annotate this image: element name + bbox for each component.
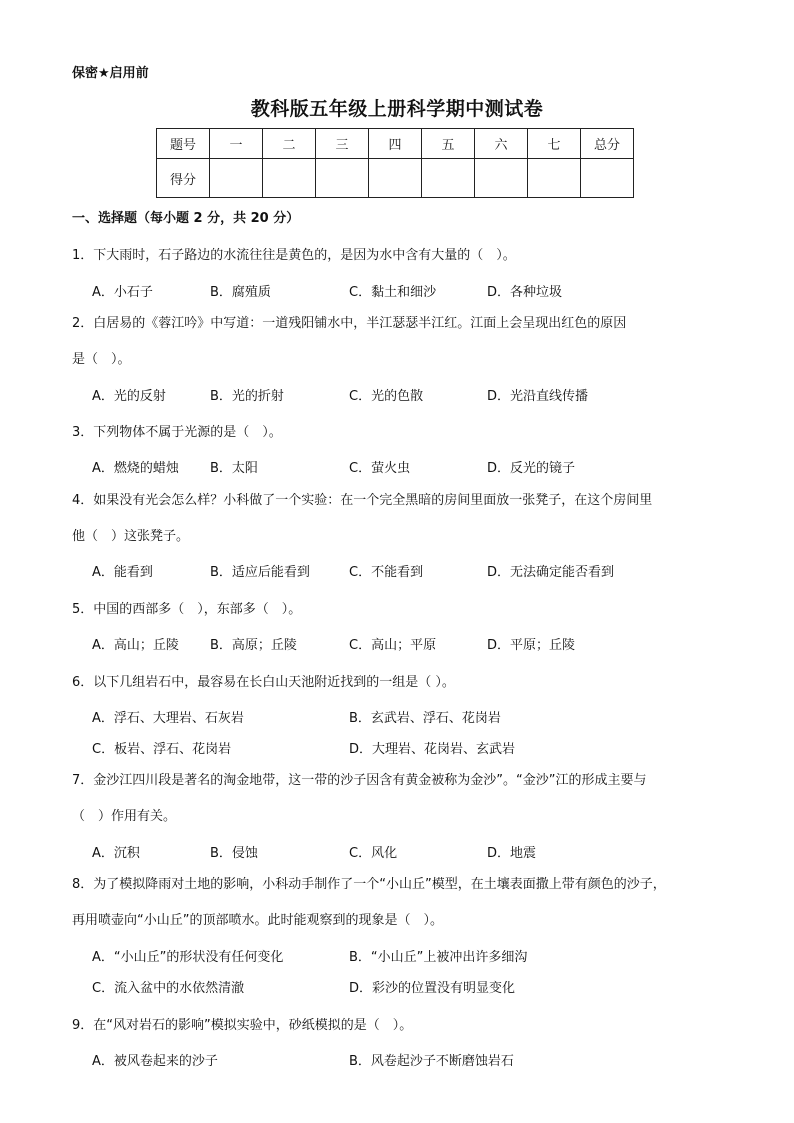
score-entry-total (581, 159, 634, 198)
score-entry-6 (475, 159, 528, 198)
question-7-option-b: B．侵蚀 (210, 846, 258, 861)
question-6: 6．以下几组岩石中，最容易在长白山天池附近找到的一组是（ ）。 (72, 675, 455, 690)
question-4: 4．如果没有光会怎么样？小科做了一个实验：在一个完全黑暗的房间里面放一张凳子，在这个房间里 (72, 493, 653, 508)
question-1-option-c: C．黏土和细沙 (349, 285, 437, 300)
score-entry-5 (422, 159, 475, 198)
question-2-option-d: D．光沿直线传播 (487, 389, 589, 404)
question-8-line-2: 再用喷壶向“小山丘”的顶部喷水。此时能观察到的现象是（ ）。 (72, 913, 443, 928)
score-cell-7: 七 (528, 129, 581, 159)
question-5-option-b: B．高原；丘陵 (210, 638, 297, 653)
question-2-line-2: 是（ ）。 (72, 352, 131, 367)
question-3-option-a: A．燃烧的蜡烛 (92, 461, 179, 476)
question-8-option-b: B．“小山丘”上被冲出许多细沟 (349, 950, 528, 965)
question-7-line-2: （ ）作用有关。 (72, 809, 177, 824)
question-9-option-a: A．被风卷起来的沙子 (92, 1054, 218, 1069)
section-heading: 一、选择题（每小题 2 分，共 20 分） (72, 211, 300, 226)
question-8-option-d: D．彩沙的位置没有明显变化 (349, 981, 516, 996)
score-table-header-row (157, 129, 634, 159)
confidential-label: 保密★启用前 (72, 66, 149, 81)
score-cell-2: 二 (263, 129, 316, 159)
question-2-option-a: A．光的反射 (92, 389, 166, 404)
question-6-option-d: D．大理岩、花岗岩、玄武岩 (349, 742, 516, 757)
score-entry-3 (316, 159, 369, 198)
question-8-option-a: A．“小山丘”的形状没有任何变化 (92, 950, 284, 965)
question-1-option-d: D．各种垃圾 (487, 285, 563, 300)
score-entry-1 (210, 159, 263, 198)
question-9-option-b: B．风卷起沙子不断磨蚀岩石 (349, 1054, 514, 1069)
score-cell-1: 一 (210, 129, 263, 159)
score-entry-4 (369, 159, 422, 198)
question-5: 5．中国的西部多（ ），东部多（ ）。 (72, 602, 302, 617)
question-4-option-c: C．不能看到 (349, 565, 424, 580)
question-9: 9．在“风对岩石的影响”模拟实验中，砂纸模拟的是（ ）。 (72, 1018, 413, 1033)
question-2-option-c: C．光的色散 (349, 389, 424, 404)
question-3: 3．下列物体不属于光源的是（ ）。 (72, 425, 282, 440)
question-6-option-b: B．玄武岩、浮石、花岗岩 (349, 711, 501, 726)
score-cell-3: 三 (316, 129, 369, 159)
score-table (156, 128, 634, 198)
question-1-option-a: A．小石子 (92, 285, 153, 300)
question-7-option-a: A．沉积 (92, 846, 140, 861)
question-2: 2．白居易的《蓉江吟》中写道：一道残阳铺水中，半江瑟瑟半江红。江面上会呈现出红色的原因 (72, 316, 627, 331)
question-3-option-d: D．反光的镜子 (487, 461, 576, 476)
question-4-line-2: 他（ ）这张凳子。 (72, 529, 190, 544)
question-3-option-c: C．萤火虫 (349, 461, 411, 476)
score-entry-7 (528, 159, 581, 198)
page-title: 教科版五年级上册科学期中测试卷 (250, 98, 544, 120)
score-cell-4: 四 (369, 129, 422, 159)
question-1: 1．下大雨时，石子路边的水流往往是黄色的，是因为水中含有大量的（ ）。 (72, 248, 516, 263)
score-cell-label: 题号 (157, 129, 210, 159)
score-entry-2 (263, 159, 316, 198)
question-4-option-a: A．能看到 (92, 565, 153, 580)
question-7-option-c: C．风化 (349, 846, 398, 861)
question-5-option-d: D．平原；丘陵 (487, 638, 576, 653)
score-cell-6: 六 (475, 129, 528, 159)
question-3-option-b: B．太阳 (210, 461, 258, 476)
question-5-option-a: A．高山；丘陵 (92, 638, 179, 653)
score-cell-5: 五 (422, 129, 475, 159)
question-5-option-c: C．高山；平原 (349, 638, 437, 653)
question-7-option-d: D．地震 (487, 846, 537, 861)
question-7: 7．金沙江四川段是著名的淘金地带，这一带的沙子因含有黄金被称为金沙”。“金沙”江的形成主要与 (72, 773, 647, 788)
question-1-option-b: B．腐殖质 (210, 285, 271, 300)
score-row-label: 得分 (157, 159, 210, 198)
question-4-option-b: B．适应后能看到 (210, 565, 310, 580)
question-8: 8．为了模拟降雨对土地的影响，小科动手制作了一个“小山丘”模型，在土壤表面撒上带有颜色的沙子， (72, 877, 666, 892)
score-table-score-row (157, 159, 634, 198)
question-2-option-b: B．光的折射 (210, 389, 284, 404)
score-cell-total: 总分 (581, 129, 634, 159)
question-4-option-d: D．无法确定能否看到 (487, 565, 615, 580)
question-6-option-a: A．浮石、大理岩、石灰岩 (92, 711, 244, 726)
question-6-option-c: C．板岩、浮石、花岗岩 (92, 742, 232, 757)
question-8-option-c: C．流入盆中的水依然清澈 (92, 981, 245, 996)
